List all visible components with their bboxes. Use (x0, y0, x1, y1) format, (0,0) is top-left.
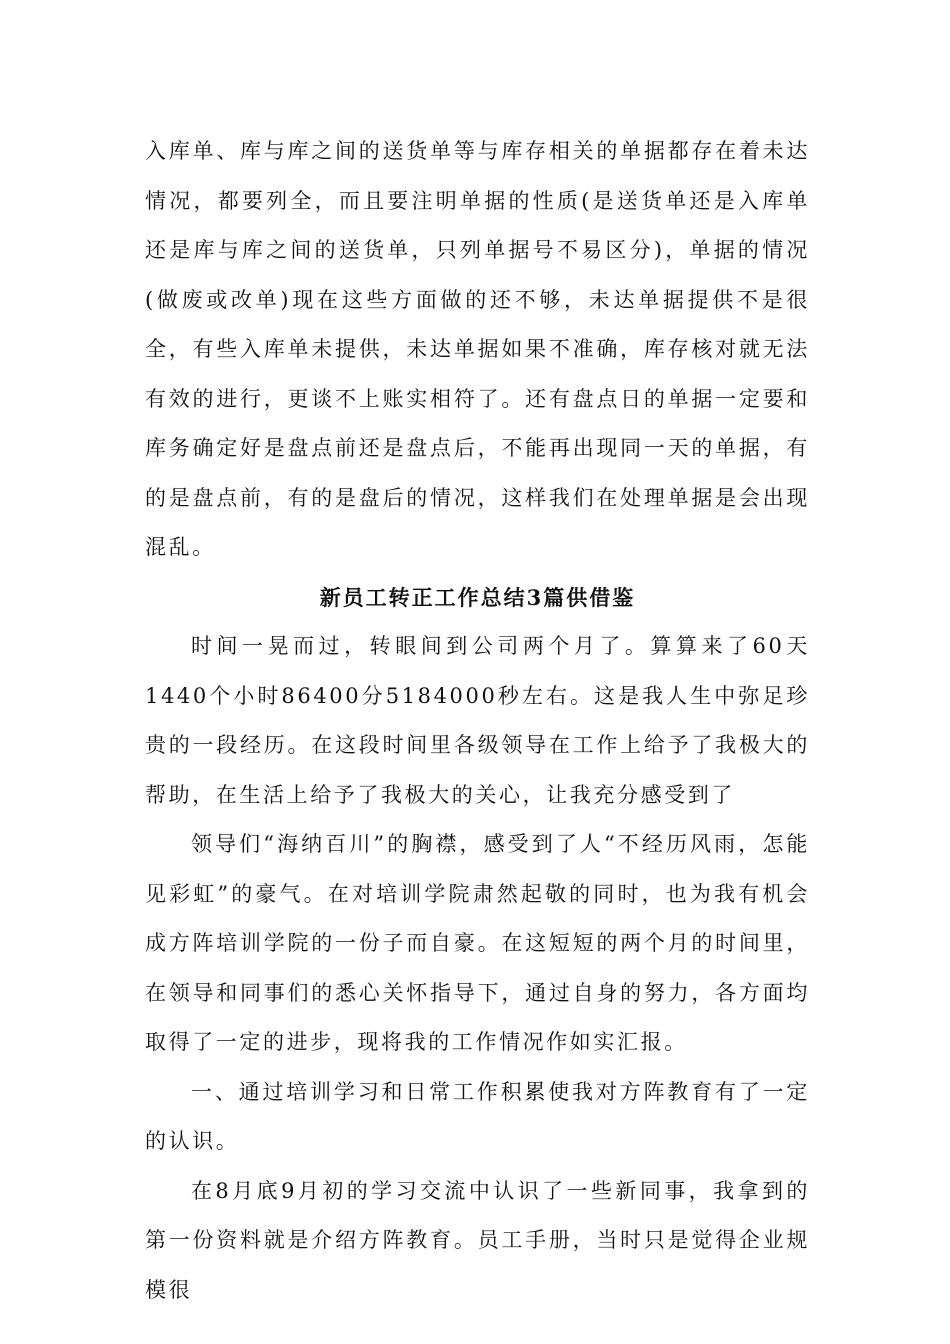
body-paragraph: 在8月底9月初的学习交流中认识了一些新同事，我拿到的第一份资料就是介绍方阵教育。员工手册，当时只是觉得企业规模很 (145, 1178, 810, 1302)
continuation-paragraph: 入库单、库与库之间的送货单等与库存相关的单据都存在着未达情况，都要列全，而且要注明单据的性质(是送货单还是入库单还是库与库之间的送货单，只列单据号不易区分)，单据的情况(做废或改单)现在这些方面做的还不够，未达单据提供不是很全，有些入库单未提供，未达单据如果不准确，库存核对就无法有效的进行，更谈不上账实相符了。还有盘点日的单据一定要和库务确定好是盘点前还是盘点后，不能再出现同一天的单据，有的是盘点前，有的是盘后的情况，这样我们在处理单据是会出现混乱。 (145, 139, 810, 559)
body-paragraph: 领导们“海纳百川”的胸襟，感受到了人“不经历风雨，怎能见彩虹”的豪气。在对培训学院肃然起敬的同时，也为我有机会成方阵培训学院的一份子而自豪。在这短短的两个月的时间里，在领导和同事们的悉心关怀指导下，通过自身的努力，各方面均取得了一定的进步，现将我的工作情况作如实汇报。 (145, 832, 810, 1054)
body-paragraph: 时间一晃而过，转眼间到公司两个月了。算算来了60天1440个小时86400分5184000秒左右。这是我人生中弥足珍贵的一段经历。在这段时间里各级领导在工作上给予了我极大的帮助，在生活上给予了我极大的关心，让我充分感受到了 (145, 634, 810, 807)
document-page (145, 127, 810, 1315)
section-title: 新员工转正工作总结3篇供借鉴 (319, 584, 636, 610)
section-heading-paragraph: 一、通过培训学习和日常工作积累使我对方阵教育有了一定的认识。 (145, 1079, 810, 1153)
